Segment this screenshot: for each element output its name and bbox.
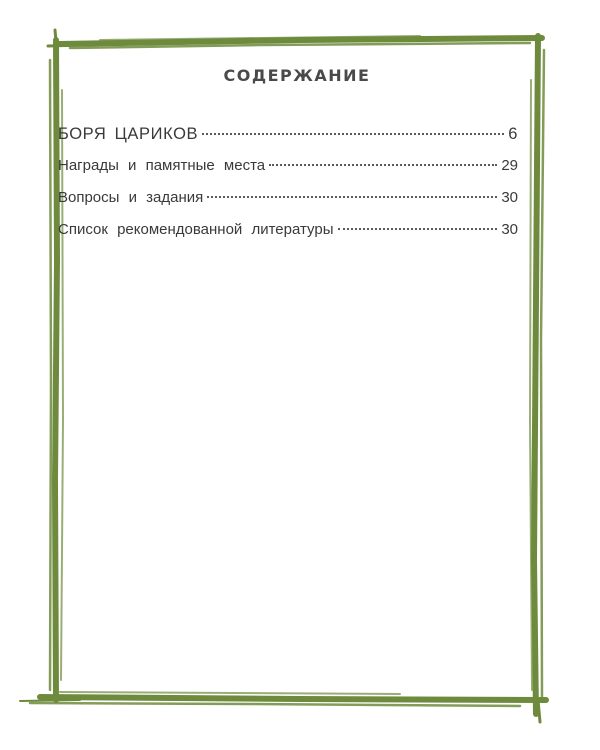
toc-entry-page: 30 bbox=[501, 221, 518, 238]
toc-entry-page: 6 bbox=[508, 125, 518, 143]
toc-entry-page: 29 bbox=[501, 157, 518, 174]
toc-entry-label: Вопросы и задания bbox=[58, 189, 204, 206]
toc-entry[interactable] bbox=[58, 189, 518, 221]
toc-entry-label: Список рекомендованной литературы bbox=[58, 221, 334, 238]
page-title: СОДЕРЖАНИЕ bbox=[223, 66, 371, 85]
toc-leader-dots bbox=[207, 196, 497, 198]
toc-leader-dots bbox=[202, 133, 504, 135]
toc-leader-dots bbox=[338, 228, 498, 230]
toc-entry[interactable] bbox=[58, 157, 518, 189]
toc-entry[interactable] bbox=[58, 125, 518, 157]
toc-entry-label: БОРЯ ЦАРИКОВ bbox=[58, 125, 199, 143]
table-of-contents bbox=[58, 66, 518, 253]
toc-entry[interactable] bbox=[58, 221, 518, 253]
toc-leader-dots bbox=[269, 164, 497, 166]
toc-list bbox=[58, 125, 518, 253]
toc-entry-label: Награды и памятные места bbox=[58, 157, 266, 174]
toc-entry-page: 30 bbox=[501, 189, 518, 206]
